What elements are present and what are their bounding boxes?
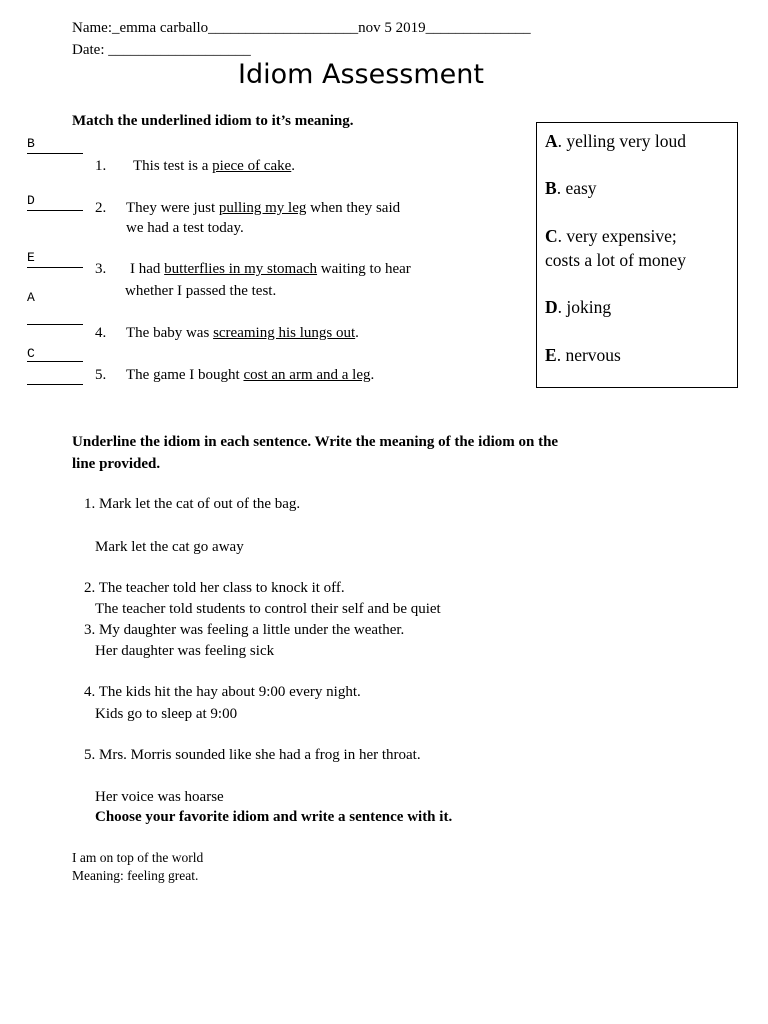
idiom-meaning-answer[interactable]: Kids go to sleep at 9:00 <box>95 706 238 722</box>
answer-letter[interactable]: C <box>27 346 35 361</box>
answer-letter[interactable]: A <box>27 290 35 305</box>
idiom-meaning-answer[interactable]: Her daughter was feeling sick <box>95 643 275 659</box>
item-text: The game I bought cost an arm and a leg. <box>126 367 375 383</box>
item-text: I had butterflies in my stomach waiting to hear <box>130 261 411 277</box>
name-line[interactable]: Name:_emma carballo____________________nov 5 2019______________ <box>72 20 531 36</box>
answer-blank[interactable] <box>27 384 83 385</box>
item-text-line2: whether I passed the test. <box>125 283 277 299</box>
favorite-idiom-instructions: Choose your favorite idiom and write a sentence with it. <box>95 809 453 825</box>
favorite-idiom-sentence[interactable]: I am on top of the world <box>72 850 204 865</box>
underlined-idiom: cost an arm and a leg <box>243 367 371 383</box>
favorite-idiom-meaning[interactable]: Meaning: feeling great. <box>72 868 199 883</box>
answer-letter[interactable]: B <box>27 136 35 151</box>
meaning-option-line2: costs a lot of money <box>545 250 686 270</box>
answer-letter[interactable]: D <box>27 193 35 208</box>
idiom-meaning-answer[interactable]: Mark let the cat go away <box>95 539 244 555</box>
meaning-option: D. joking <box>545 297 612 317</box>
item-text-line2: we had a test today. <box>126 220 244 236</box>
idiom-sentence: 1. Mark let the cat of out of the bag. <box>84 496 301 512</box>
underline-instructions-line2: line provided. <box>72 456 161 472</box>
answer-blank[interactable] <box>27 361 83 362</box>
item-number: 4. <box>95 325 107 341</box>
item-number: 1. <box>95 158 107 174</box>
idiom-sentence: 3. My daughter was feeling a little under the weather. <box>84 622 405 638</box>
meaning-option: A. yelling very loud <box>545 131 686 151</box>
idiom-sentence: 5. Mrs. Morris sounded like she had a frog in her throat. <box>84 747 421 763</box>
item-text: The baby was screaming his lungs out. <box>126 325 359 341</box>
item-number: 5. <box>95 367 107 383</box>
answer-letter[interactable]: E <box>27 250 35 265</box>
item-number: 3. <box>95 261 107 277</box>
idiom-sentence: 4. The kids hit the hay about 9:00 every night. <box>84 684 361 700</box>
idiom-sentence: 2. The teacher told her class to knock it off. <box>84 580 345 596</box>
answer-blank[interactable] <box>27 153 83 154</box>
underlined-idiom: butterflies in my stomach <box>164 261 318 277</box>
page-title: Idiom Assessment <box>238 59 484 90</box>
underline-instructions: Underline the idiom in each sentence. Write the meaning of the idiom on the <box>72 434 559 450</box>
item-text: They were just pulling my leg when they said <box>126 200 401 216</box>
underlined-idiom: pulling my leg <box>218 200 307 216</box>
meaning-option: B. easy <box>545 178 597 198</box>
matching-instructions: Match the underlined idiom to it’s meaning. <box>72 113 354 129</box>
idiom-meaning-answer[interactable]: Her voice was hoarse <box>95 789 224 805</box>
answer-blank[interactable] <box>27 267 83 268</box>
date-line[interactable]: Date: ___________________ <box>72 42 251 58</box>
meanings-box <box>536 122 738 388</box>
item-text: This test is a piece of cake. <box>133 158 296 174</box>
underlined-idiom: screaming his lungs out <box>213 325 356 341</box>
meaning-option: E. nervous <box>545 345 621 365</box>
answer-blank[interactable] <box>27 210 83 211</box>
idiom-meaning-answer[interactable]: The teacher told students to control their self and be quiet <box>95 601 441 617</box>
answer-blank[interactable] <box>27 324 83 325</box>
underlined-idiom: piece of cake <box>212 158 292 174</box>
meaning-option: C. very expensive; <box>545 226 677 246</box>
item-number: 2. <box>95 200 107 216</box>
